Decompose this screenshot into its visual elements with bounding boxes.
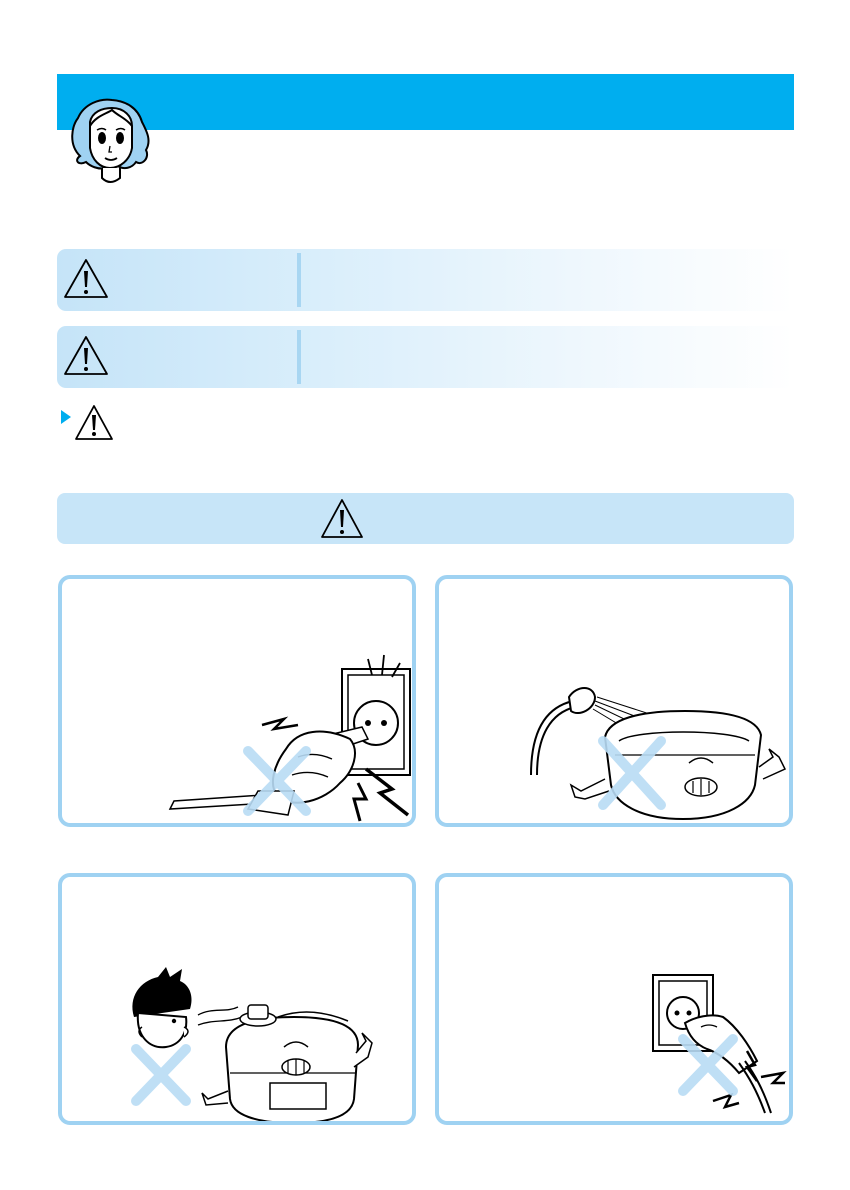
legend-row-warning xyxy=(57,249,794,311)
header-bar xyxy=(57,74,794,130)
legend-divider xyxy=(297,330,301,384)
warning-panel-4 xyxy=(435,873,793,1125)
warning-triangle-icon xyxy=(62,334,110,378)
shower-water-illustration xyxy=(439,579,789,823)
warning-triangle-icon xyxy=(73,403,115,443)
warning-panel-2 xyxy=(435,575,793,827)
warning-heading-bar xyxy=(57,493,794,544)
warning-panel-3 xyxy=(58,873,416,1125)
note-arrow-icon xyxy=(61,410,71,424)
mascot-woman-icon xyxy=(66,96,154,188)
plug-spark-illustration xyxy=(62,579,412,823)
warning-panel-1 xyxy=(58,575,416,827)
warning-triangle-icon xyxy=(319,497,365,541)
legend-divider xyxy=(297,253,301,307)
warning-triangle-icon xyxy=(62,257,110,301)
legend-row-caution xyxy=(57,326,794,388)
boy-humidifier-illustration xyxy=(62,877,412,1121)
wet-hand-plug-illustration xyxy=(439,877,789,1121)
